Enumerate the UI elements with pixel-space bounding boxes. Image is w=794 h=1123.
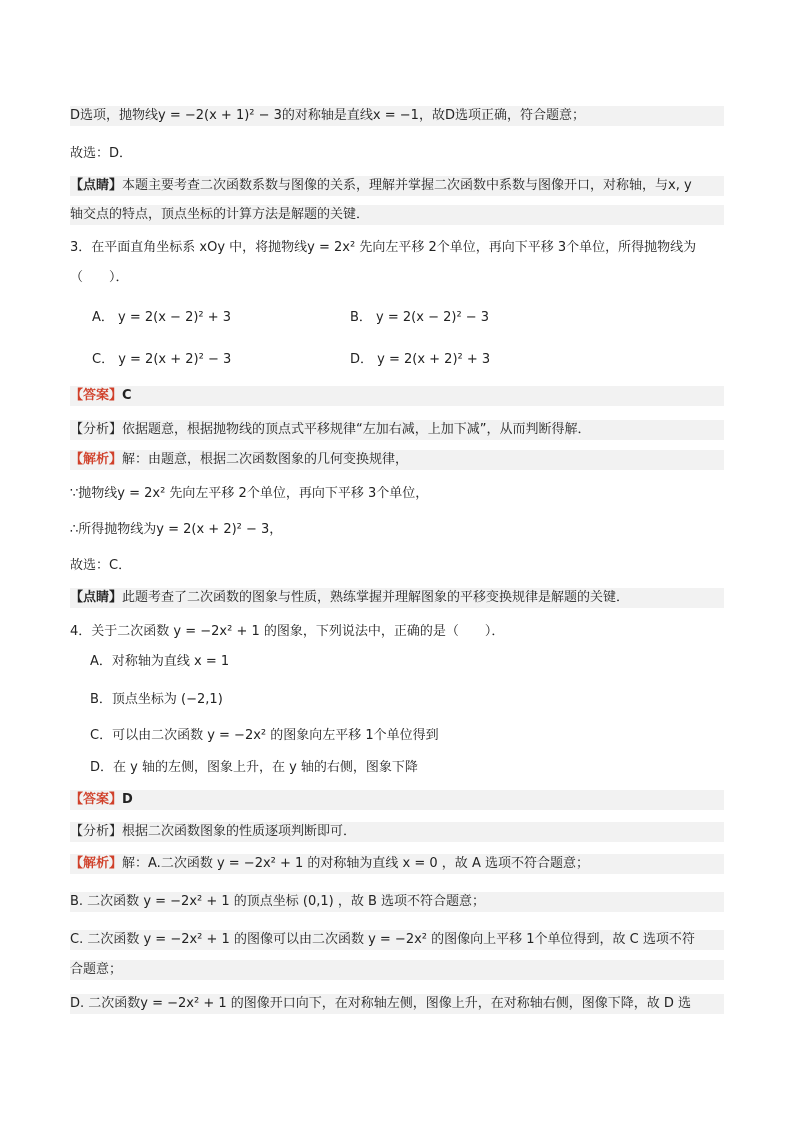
q3-dianjing-line — [70, 588, 724, 608]
q4-answer-line — [70, 790, 724, 810]
dianjing1-tag: 【点睛】 — [70, 178, 123, 193]
q3-answer-tag: 【答案】 — [70, 388, 123, 403]
q4-jiexi-text: 解：A.二次函数 y = −2x² + 1 的对称轴为直线 x = 0 ，故 A 选项不符合题意； — [122, 856, 589, 871]
q4-jiexi-line — [70, 854, 724, 874]
q4-answer-value: D — [122, 792, 133, 807]
q3-option-b: B． y = 2(x − 2)² − 3 — [350, 310, 490, 325]
q3-jiexi-text: 解：由题意，根据二次函数图象的几何变换规律， — [122, 452, 409, 467]
q3-jiexi-tag: 【解析】 — [70, 452, 123, 467]
q3-fenxi-line: 【分析】依据题意，根据抛物线的顶点式平移规律“左加右减，上加下减”，从而判断得解． — [70, 420, 724, 440]
q4-d-line: D. 二次函数y = −2x² + 1 的图像开口向下，在对称轴左侧，图像上升，在对称轴右侧，图像下降，故 D 选 — [70, 994, 724, 1014]
q3-answer-line — [70, 386, 724, 406]
q3-dianjing-text: 此题考查了二次函数的图象与性质，熟练掌握并理解图象的平移变换规律是解题的关键． — [122, 590, 630, 605]
q4-option-d: D．在 y 轴的左侧，图象上升，在 y 轴的右侧，图象下降 — [90, 760, 418, 775]
q3-jiexi-line — [70, 450, 724, 470]
question4-stem: 4．关于二次函数 y = −2x² + 1 的图象，下列说法中，正确的是（ ）． — [70, 624, 505, 639]
q4-answer-tag: 【答案】 — [70, 792, 123, 807]
q4-c-line-a: C. 二次函数 y = −2x² + 1 的图像可以由二次函数 y = −2x² 的图像向上平移 1个单位得到，故 C 选项不符 — [70, 930, 724, 950]
q4-option-b: B．顶点坐标为 (−2,1) — [90, 692, 223, 707]
q3-option-d: D． y = 2(x + 2)² + 3 — [350, 352, 491, 367]
q4-fenxi-line: 【分析】根据二次函数图象的性质逐项判断即可． — [70, 822, 724, 842]
q4-b-line: B. 二次函数 y = −2x² + 1 的顶点坐标 (0,1) ，故 B 选项不符合题意； — [70, 892, 724, 912]
question3-stem-a: 3．在平面直角坐标系 xOy 中，将抛物线y = 2x² 先向左平移 2个单位，再向下平移 3个单位，所得抛物线为 — [70, 240, 697, 255]
q3-answer-value: C — [122, 388, 132, 403]
dianjing1-line-a — [70, 176, 724, 196]
d-option-line: D选项，抛物线y = −2(x + 1)² − 3的对称轴是直线x = −1，故D选项正确，符合题意； — [70, 106, 724, 126]
q3-choose-line: 故选：C． — [70, 558, 132, 573]
q4-option-a: A．对称轴为直线 x = 1 — [90, 654, 230, 669]
q3-option-a: A． y = 2(x − 2)² + 3 — [92, 310, 232, 325]
q3-since-line: ∵抛物线y = 2x² 先向左平移 2个单位，再向下平移 3个单位， — [70, 486, 429, 501]
q3-option-c: C． y = 2(x + 2)² − 3 — [92, 352, 232, 367]
choose-d-line: 故选：D． — [70, 146, 133, 161]
question3-stem-b: （ ）． — [70, 270, 129, 285]
q3-therefore-line: ∴所得抛物线为y = 2(x + 2)² − 3， — [70, 522, 283, 537]
dianjing1-line-b: 轴交点的特点，顶点坐标的计算方法是解题的关键． — [70, 205, 724, 225]
q3-dianjing-tag: 【点睛】 — [70, 590, 123, 605]
q4-c-line-b: 合题意； — [70, 960, 724, 980]
q4-option-c: C．可以由二次函数 y = −2x² 的图象向左平移 1个单位得到 — [90, 728, 439, 743]
q4-jiexi-tag: 【解析】 — [70, 856, 123, 871]
dianjing1-text-a: 本题主要考查二次函数系数与图像的关系，理解并掌握二次函数中系数与图像开口，对称轴，与x, y — [122, 178, 692, 193]
